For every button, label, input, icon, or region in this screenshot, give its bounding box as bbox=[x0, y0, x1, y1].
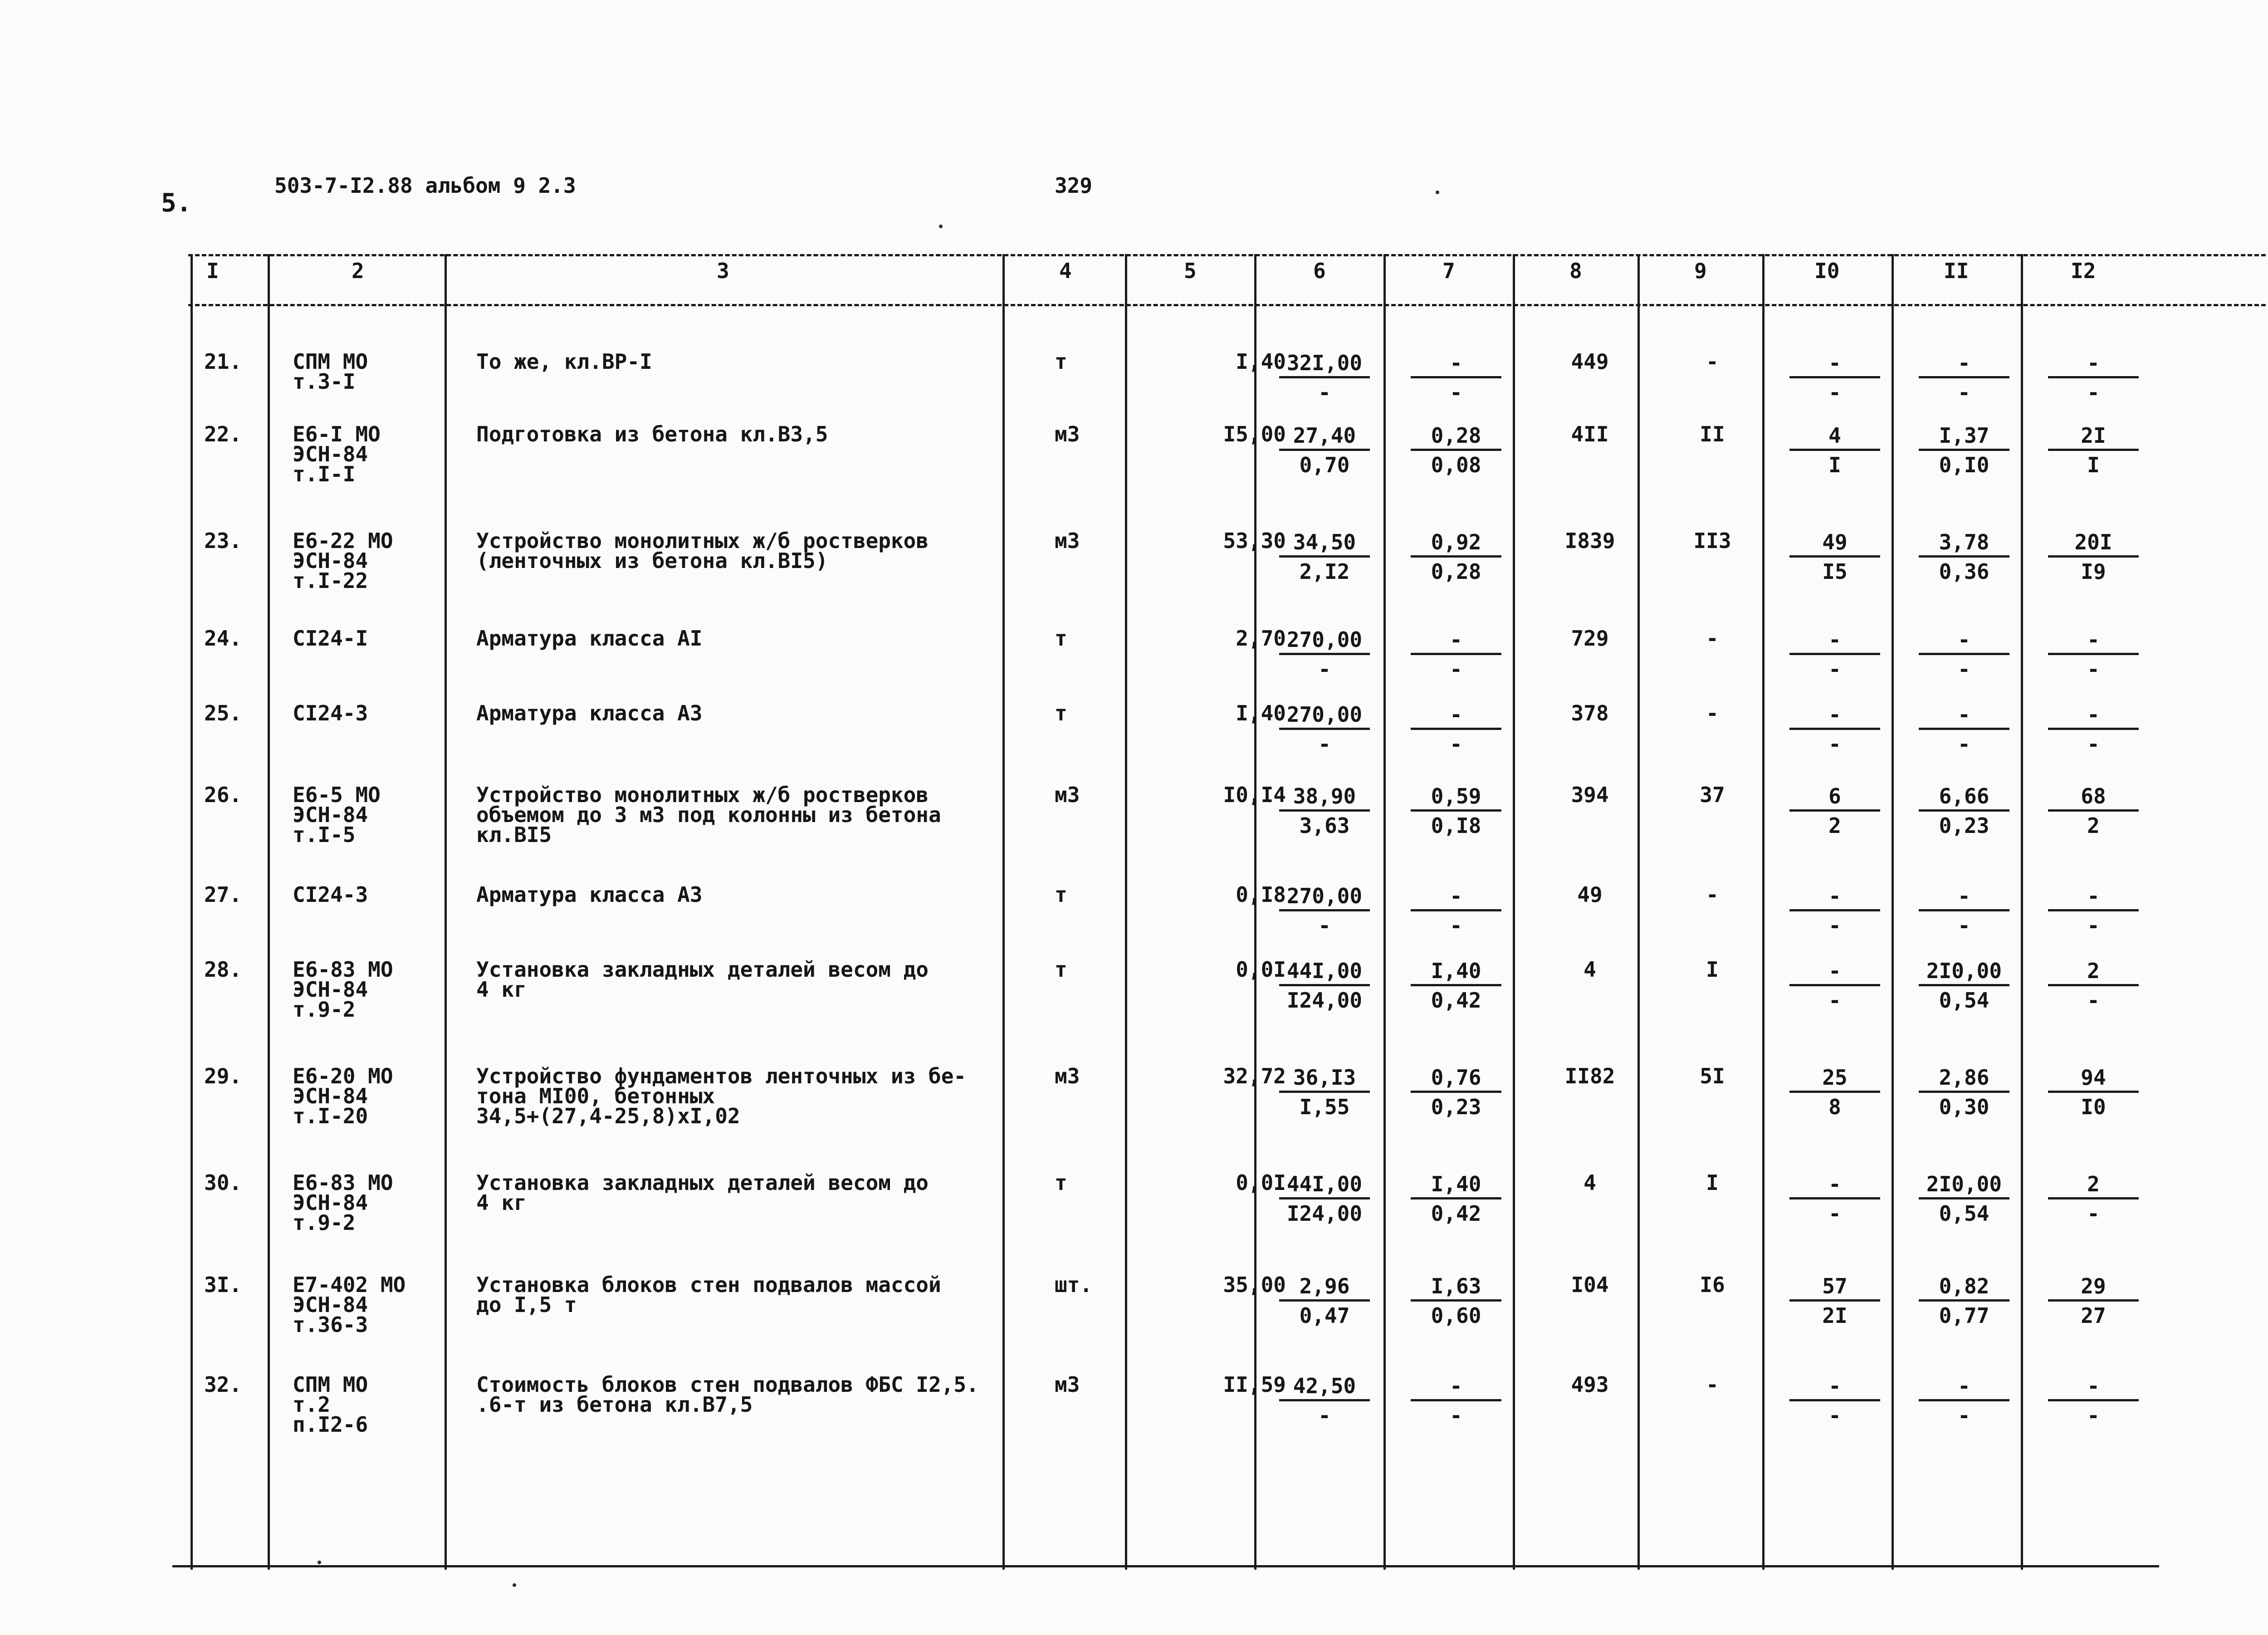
unit-machine-cost-denominator: 0,42 bbox=[1431, 988, 1481, 1013]
quantity: 53,30 bbox=[1223, 529, 1286, 553]
unit-machine-cost-numerator: - bbox=[1411, 352, 1501, 378]
total-machine-cost-numerator: 25 bbox=[1789, 1066, 1880, 1093]
total-machine-cost-denominator: - bbox=[1828, 988, 1841, 1013]
column-rule bbox=[268, 254, 270, 1570]
header-bottom-rule bbox=[188, 304, 2268, 306]
row-number: 22. bbox=[204, 422, 242, 446]
total-machine-cost bbox=[1789, 1173, 1880, 1225]
total-wages: II bbox=[1700, 422, 1725, 446]
unit-machine-cost-numerator: I,63 bbox=[1411, 1275, 1501, 1302]
unit-machine-cost bbox=[1411, 628, 1501, 680]
labor-total-numerator: 68 bbox=[2048, 785, 2139, 812]
quantity: 0,0I bbox=[1236, 1170, 1286, 1195]
unit-machine-cost bbox=[1411, 1066, 1501, 1118]
total-machine-cost-numerator: 4 bbox=[1789, 424, 1880, 451]
column-rule bbox=[1892, 254, 1894, 1570]
labor-per-unit-denominator: - bbox=[1958, 913, 1970, 938]
unit-machine-cost-numerator: - bbox=[1411, 885, 1501, 911]
unit-cost bbox=[1279, 352, 1370, 404]
unit-of-measure: т bbox=[1055, 882, 1067, 907]
quantity: 32,72 bbox=[1223, 1064, 1286, 1088]
total-cost: 4II bbox=[1571, 422, 1609, 446]
unit-cost-numerator: 34,50 bbox=[1279, 531, 1370, 558]
labor-total-denominator: 27 bbox=[2081, 1303, 2106, 1328]
work-description: Установка закладных деталей весом до 4 кг bbox=[476, 957, 929, 1002]
column-number: 2 bbox=[352, 259, 364, 283]
labor-total-denominator: - bbox=[2087, 988, 2100, 1013]
unit-machine-cost-numerator: 0,28 bbox=[1411, 424, 1501, 451]
labor-per-unit-numerator: 0,82 bbox=[1919, 1275, 2009, 1302]
scan-speck bbox=[513, 1583, 516, 1587]
labor-per-unit-numerator: - bbox=[1919, 885, 2009, 911]
total-wages: II3 bbox=[1693, 529, 1731, 553]
total-machine-cost-denominator: 8 bbox=[1828, 1095, 1841, 1119]
labor-total bbox=[2048, 352, 2139, 404]
labor-total-numerator: - bbox=[2048, 628, 2139, 655]
labor-total bbox=[2048, 1173, 2139, 1225]
total-wages: I6 bbox=[1700, 1273, 1725, 1297]
total-machine-cost bbox=[1789, 785, 1880, 837]
total-machine-cost-denominator: 2I bbox=[1822, 1303, 1848, 1328]
unit-machine-cost bbox=[1411, 885, 1501, 937]
labor-per-unit bbox=[1919, 1275, 2009, 1327]
total-machine-cost bbox=[1789, 1275, 1880, 1327]
column-number: 4 bbox=[1059, 259, 1072, 283]
total-machine-cost-denominator: - bbox=[1828, 380, 1841, 405]
unit-cost-numerator: 32I,00 bbox=[1279, 352, 1370, 378]
labor-total-denominator: - bbox=[2087, 1201, 2100, 1226]
labor-per-unit-denominator: 0,23 bbox=[1939, 813, 1989, 838]
column-number: 8 bbox=[1569, 259, 1582, 283]
total-machine-cost-numerator: - bbox=[1789, 703, 1880, 730]
row-number: 32. bbox=[204, 1372, 242, 1397]
labor-per-unit-numerator: I,37 bbox=[1919, 424, 2009, 451]
norm-code: Е6-20 МО ЭСН-84 т.I-20 bbox=[293, 1064, 393, 1128]
quantity: I,40 bbox=[1236, 349, 1286, 374]
total-cost: 394 bbox=[1571, 783, 1609, 807]
unit-cost-denominator: I,55 bbox=[1299, 1095, 1350, 1119]
column-number: I bbox=[206, 259, 219, 283]
labor-total-denominator: - bbox=[2087, 732, 2100, 756]
labor-total-numerator: 94 bbox=[2048, 1066, 2139, 1093]
unit-cost-numerator: 44I,00 bbox=[1279, 959, 1370, 986]
unit-cost-denominator: I24,00 bbox=[1286, 1201, 1363, 1226]
unit-cost bbox=[1279, 959, 1370, 1012]
labor-total-denominator: I0 bbox=[2081, 1095, 2106, 1119]
unit-cost-denominator: I24,00 bbox=[1286, 988, 1363, 1013]
total-machine-cost-numerator: 49 bbox=[1789, 531, 1880, 558]
total-machine-cost-denominator: - bbox=[1828, 657, 1841, 681]
scan-speck bbox=[939, 225, 943, 228]
unit-cost bbox=[1279, 424, 1370, 476]
unit-machine-cost bbox=[1411, 531, 1501, 583]
row-number: 3I. bbox=[204, 1273, 242, 1297]
labor-per-unit-denominator: 0,30 bbox=[1939, 1095, 1989, 1119]
unit-machine-cost-numerator: I,40 bbox=[1411, 1173, 1501, 1199]
total-machine-cost bbox=[1789, 1066, 1880, 1118]
work-description: Арматура класса А3 bbox=[476, 882, 703, 907]
column-rule bbox=[445, 254, 447, 1570]
work-description: Установка блоков стен подвалов массой до I,5 т bbox=[476, 1273, 941, 1317]
unit-cost-numerator: 42,50 bbox=[1279, 1375, 1370, 1401]
labor-total-denominator: - bbox=[2087, 657, 2100, 681]
total-machine-cost-numerator: - bbox=[1789, 1173, 1880, 1199]
total-machine-cost bbox=[1789, 959, 1880, 1012]
scan-speck bbox=[1436, 191, 1439, 194]
column-number: 3 bbox=[717, 259, 729, 283]
labor-total-denominator: I9 bbox=[2081, 559, 2106, 584]
row-number: 21. bbox=[204, 349, 242, 374]
unit-cost-denominator: 3,63 bbox=[1299, 813, 1350, 838]
unit-machine-cost bbox=[1411, 1375, 1501, 1427]
unit-cost-numerator: 27,40 bbox=[1279, 424, 1370, 451]
column-rule bbox=[1513, 254, 1515, 1570]
row-number: 24. bbox=[204, 626, 242, 651]
table-bottom-rule bbox=[172, 1565, 2159, 1567]
column-number: 6 bbox=[1313, 259, 1326, 283]
unit-cost-numerator: 270,00 bbox=[1279, 703, 1370, 730]
unit-cost bbox=[1279, 1066, 1370, 1118]
row-number: 29. bbox=[204, 1064, 242, 1088]
unit-cost bbox=[1279, 785, 1370, 837]
labor-total-numerator: - bbox=[2048, 885, 2139, 911]
work-description: Подготовка из бетона кл.В3,5 bbox=[476, 422, 828, 446]
total-cost: 449 bbox=[1571, 349, 1609, 374]
labor-per-unit-denominator: 0,54 bbox=[1939, 1201, 1989, 1226]
total-machine-cost bbox=[1789, 885, 1880, 937]
unit-of-measure: т bbox=[1055, 626, 1067, 651]
unit-cost-denominator: 0,47 bbox=[1299, 1303, 1350, 1328]
column-number: 5 bbox=[1184, 259, 1197, 283]
total-machine-cost-numerator: 6 bbox=[1789, 785, 1880, 812]
unit-machine-cost-denominator: - bbox=[1450, 732, 1462, 756]
total-wages: - bbox=[1706, 626, 1719, 651]
unit-machine-cost-denominator: 0,60 bbox=[1431, 1303, 1481, 1328]
unit-of-measure: м3 bbox=[1055, 529, 1080, 553]
unit-of-measure: т bbox=[1055, 1170, 1067, 1195]
unit-machine-cost-denominator: - bbox=[1450, 913, 1462, 938]
labor-per-unit-numerator: 2I0,00 bbox=[1919, 1173, 2009, 1199]
labor-total-numerator: 2 bbox=[2048, 1173, 2139, 1199]
column-rule bbox=[1762, 254, 1765, 1570]
norm-code: Е6-I МО ЭСН-84 т.I-I bbox=[293, 422, 381, 486]
labor-total bbox=[2048, 628, 2139, 680]
unit-cost bbox=[1279, 1173, 1370, 1225]
total-wages: - bbox=[1706, 701, 1719, 725]
total-machine-cost-numerator: 57 bbox=[1789, 1275, 1880, 1302]
column-number: I0 bbox=[1814, 259, 1840, 283]
unit-machine-cost-denominator: - bbox=[1450, 1403, 1462, 1428]
labor-per-unit-denominator: 0,I0 bbox=[1939, 453, 1989, 477]
work-description: Арматура класса АI bbox=[476, 626, 703, 651]
total-cost: 4 bbox=[1584, 1170, 1596, 1195]
labor-per-unit-denominator: - bbox=[1958, 1403, 1970, 1428]
norm-code: СПМ МО т.2 п.I2-6 bbox=[293, 1372, 368, 1437]
labor-per-unit bbox=[1919, 628, 2009, 680]
labor-total-denominator: 2 bbox=[2087, 813, 2100, 838]
quantity: II,59 bbox=[1223, 1372, 1286, 1397]
unit-machine-cost-denominator: - bbox=[1450, 657, 1462, 681]
column-rule bbox=[1637, 254, 1640, 1570]
total-wages: I bbox=[1706, 957, 1719, 982]
unit-cost bbox=[1279, 1275, 1370, 1327]
quantity: 35,00 bbox=[1223, 1273, 1286, 1297]
norm-code: Е6-83 МО ЭСН-84 т.9-2 bbox=[293, 1170, 393, 1235]
work-description: То же, кл.ВР-I bbox=[476, 349, 652, 374]
unit-of-measure: шт. bbox=[1055, 1273, 1093, 1297]
labor-per-unit-numerator: - bbox=[1919, 703, 2009, 730]
labor-total-numerator: 2I bbox=[2048, 424, 2139, 451]
labor-per-unit bbox=[1919, 352, 2009, 404]
total-machine-cost-numerator: - bbox=[1789, 885, 1880, 911]
labor-per-unit-numerator: 6,66 bbox=[1919, 785, 2009, 812]
total-cost: 729 bbox=[1571, 626, 1609, 651]
row-number: 26. bbox=[204, 783, 242, 807]
column-rule bbox=[2021, 254, 2023, 1570]
unit-machine-cost-numerator: - bbox=[1411, 1375, 1501, 1401]
labor-total-denominator: - bbox=[2087, 913, 2100, 938]
labor-total bbox=[2048, 703, 2139, 755]
quantity: 0,I8 bbox=[1236, 882, 1286, 907]
norm-code: Е6-83 МО ЭСН-84 т.9-2 bbox=[293, 957, 393, 1022]
total-cost: 493 bbox=[1571, 1372, 1609, 1397]
unit-machine-cost-denominator: 0,23 bbox=[1431, 1095, 1481, 1119]
total-machine-cost-denominator: I5 bbox=[1822, 559, 1848, 584]
page-label: 5. bbox=[161, 188, 192, 218]
total-cost: II82 bbox=[1564, 1064, 1615, 1088]
norm-code: СПМ МО т.3-I bbox=[293, 349, 368, 394]
estimate-table bbox=[172, 254, 2268, 1570]
unit-cost-numerator: 2,96 bbox=[1279, 1275, 1370, 1302]
unit-cost-numerator: 270,00 bbox=[1279, 885, 1370, 911]
unit-of-measure: м3 bbox=[1055, 1064, 1080, 1088]
unit-machine-cost-numerator: - bbox=[1411, 703, 1501, 730]
total-machine-cost-numerator: - bbox=[1789, 352, 1880, 378]
unit-cost-numerator: 38,90 bbox=[1279, 785, 1370, 812]
row-number: 25. bbox=[204, 701, 242, 725]
unit-machine-cost-numerator: I,40 bbox=[1411, 959, 1501, 986]
total-wages: - bbox=[1706, 349, 1719, 374]
total-wages: - bbox=[1706, 1372, 1719, 1397]
total-wages: 37 bbox=[1700, 783, 1725, 807]
unit-cost-numerator: 44I,00 bbox=[1279, 1173, 1370, 1199]
norm-code: CI24-3 bbox=[293, 882, 368, 907]
column-number: 7 bbox=[1442, 259, 1455, 283]
quantity: 0,0I bbox=[1236, 957, 1286, 982]
work-description: Устройство монолитных ж/б ростверков объемом до 3 м3 под колонны из бетона кл.ВI5 bbox=[476, 783, 941, 847]
unit-of-measure: т bbox=[1055, 957, 1067, 982]
labor-per-unit-denominator: 0,77 bbox=[1939, 1303, 1989, 1328]
norm-code: Е6-22 МО ЭСН-84 т.I-22 bbox=[293, 529, 393, 593]
quantity: I,40 bbox=[1236, 701, 1286, 725]
row-number: 30. bbox=[204, 1170, 242, 1195]
unit-cost bbox=[1279, 531, 1370, 583]
total-machine-cost-denominator: - bbox=[1828, 732, 1841, 756]
total-cost: I04 bbox=[1571, 1273, 1609, 1297]
labor-per-unit-denominator: 0,54 bbox=[1939, 988, 1989, 1013]
labor-per-unit-numerator: 3,78 bbox=[1919, 531, 2009, 558]
total-cost: 378 bbox=[1571, 701, 1609, 725]
labor-total-numerator: - bbox=[2048, 1375, 2139, 1401]
labor-per-unit bbox=[1919, 1375, 2009, 1427]
unit-machine-cost bbox=[1411, 352, 1501, 404]
labor-per-unit-denominator: - bbox=[1958, 380, 1970, 405]
column-rule bbox=[1002, 254, 1005, 1570]
quantity: I0,I4 bbox=[1223, 783, 1286, 807]
unit-cost-numerator: 36,I3 bbox=[1279, 1066, 1370, 1093]
total-machine-cost-denominator: - bbox=[1828, 1403, 1841, 1428]
work-description: Устройство фундаментов ленточных из бе- тона МI00, бетонных 34,5+(27,4-25,8)хI,02 bbox=[476, 1064, 967, 1128]
labor-total-numerator: 29 bbox=[2048, 1275, 2139, 1302]
labor-per-unit bbox=[1919, 885, 2009, 937]
unit-cost bbox=[1279, 628, 1370, 680]
scan-speck bbox=[318, 1561, 321, 1564]
norm-code: CI24-3 bbox=[293, 701, 368, 725]
unit-machine-cost bbox=[1411, 1173, 1501, 1225]
unit-machine-cost-denominator: 0,42 bbox=[1431, 1201, 1481, 1226]
unit-of-measure: т bbox=[1055, 349, 1067, 374]
labor-total-numerator: 2 bbox=[2048, 959, 2139, 986]
labor-per-unit bbox=[1919, 1173, 2009, 1225]
unit-machine-cost-numerator: 0,92 bbox=[1411, 531, 1501, 558]
labor-total bbox=[2048, 531, 2139, 583]
unit-of-measure: м3 bbox=[1055, 783, 1080, 807]
labor-total-denominator: - bbox=[2087, 1403, 2100, 1428]
total-wages: 5I bbox=[1700, 1064, 1725, 1088]
labor-total bbox=[2048, 1275, 2139, 1327]
unit-cost bbox=[1279, 1375, 1370, 1427]
labor-total bbox=[2048, 785, 2139, 837]
total-machine-cost bbox=[1789, 531, 1880, 583]
work-description: Устройство монолитных ж/б ростверков (ленточных из бетона кл.ВI5) bbox=[476, 529, 929, 573]
labor-total-numerator: - bbox=[2048, 703, 2139, 730]
work-description: Арматура класса А3 bbox=[476, 701, 703, 725]
unit-cost-denominator: - bbox=[1318, 1403, 1331, 1428]
unit-cost-numerator: 270,00 bbox=[1279, 628, 1370, 655]
total-machine-cost-denominator: - bbox=[1828, 1201, 1841, 1226]
labor-per-unit bbox=[1919, 531, 2009, 583]
labor-per-unit-denominator: - bbox=[1958, 732, 1970, 756]
total-cost: 49 bbox=[1577, 882, 1603, 907]
unit-machine-cost-denominator: 0,28 bbox=[1431, 559, 1481, 584]
unit-cost bbox=[1279, 703, 1370, 755]
column-rule bbox=[1125, 254, 1127, 1570]
unit-cost-denominator: 0,70 bbox=[1299, 453, 1350, 477]
labor-total-numerator: 20I bbox=[2048, 531, 2139, 558]
total-machine-cost bbox=[1789, 703, 1880, 755]
total-machine-cost bbox=[1789, 352, 1880, 404]
column-rule bbox=[191, 254, 193, 1570]
total-machine-cost-numerator: - bbox=[1789, 628, 1880, 655]
unit-machine-cost-numerator: - bbox=[1411, 628, 1501, 655]
labor-total bbox=[2048, 959, 2139, 1012]
norm-code: Е6-5 МО ЭСН-84 т.I-5 bbox=[293, 783, 381, 847]
total-cost: I839 bbox=[1564, 529, 1615, 553]
total-machine-cost-denominator: I bbox=[1828, 453, 1841, 477]
unit-cost-denominator: - bbox=[1318, 380, 1331, 405]
unit-machine-cost bbox=[1411, 424, 1501, 476]
labor-per-unit bbox=[1919, 703, 2009, 755]
unit-machine-cost bbox=[1411, 1275, 1501, 1327]
labor-per-unit-numerator: - bbox=[1919, 628, 2009, 655]
labor-per-unit-denominator: 0,36 bbox=[1939, 559, 1989, 584]
unit-machine-cost-numerator: 0,59 bbox=[1411, 785, 1501, 812]
unit-machine-cost bbox=[1411, 703, 1501, 755]
total-machine-cost-numerator: - bbox=[1789, 1375, 1880, 1401]
total-machine-cost-denominator: 2 bbox=[1828, 813, 1841, 838]
work-description: Стоимость блоков стен подвалов ФБС I2,5. .6-т из бетона кл.В7,5 bbox=[476, 1372, 979, 1417]
column-rule bbox=[1383, 254, 1386, 1570]
labor-per-unit-denominator: - bbox=[1958, 657, 1970, 681]
quantity: 2,70 bbox=[1236, 626, 1286, 651]
labor-total bbox=[2048, 1375, 2139, 1427]
total-wages: I bbox=[1706, 1170, 1719, 1195]
page-number: 329 bbox=[1055, 173, 1093, 198]
quantity: I5,00 bbox=[1223, 422, 1286, 446]
total-machine-cost bbox=[1789, 424, 1880, 476]
unit-cost-denominator: - bbox=[1318, 732, 1331, 756]
row-number: 23. bbox=[204, 529, 242, 553]
document-code: 503-7-I2.88 альбом 9 2.3 bbox=[274, 173, 576, 198]
labor-per-unit-numerator: 2,86 bbox=[1919, 1066, 2009, 1093]
unit-of-measure: м3 bbox=[1055, 1372, 1080, 1397]
column-number: 9 bbox=[1694, 259, 1707, 283]
work-description: Установка закладных деталей весом до 4 кг bbox=[476, 1170, 929, 1215]
column-number: II bbox=[1944, 259, 1969, 283]
labor-total-denominator: I bbox=[2087, 453, 2100, 477]
unit-cost-denominator: - bbox=[1318, 913, 1331, 938]
unit-cost-denominator: 2,I2 bbox=[1299, 559, 1350, 584]
unit-machine-cost bbox=[1411, 785, 1501, 837]
total-wages: - bbox=[1706, 882, 1719, 907]
unit-of-measure: м3 bbox=[1055, 422, 1080, 446]
labor-per-unit bbox=[1919, 959, 2009, 1012]
labor-per-unit bbox=[1919, 785, 2009, 837]
labor-total-numerator: - bbox=[2048, 352, 2139, 378]
labor-total-denominator: - bbox=[2087, 380, 2100, 405]
total-machine-cost bbox=[1789, 1375, 1880, 1427]
labor-total bbox=[2048, 1066, 2139, 1118]
labor-per-unit-numerator: 2I0,00 bbox=[1919, 959, 2009, 986]
total-machine-cost-denominator: - bbox=[1828, 913, 1841, 938]
unit-machine-cost-denominator: 0,I8 bbox=[1431, 813, 1481, 838]
column-number: I2 bbox=[2071, 259, 2096, 283]
unit-of-measure: т bbox=[1055, 701, 1067, 725]
labor-per-unit bbox=[1919, 424, 2009, 476]
norm-code: CI24-I bbox=[293, 626, 368, 651]
header-top-rule bbox=[188, 254, 2268, 256]
unit-machine-cost-denominator: - bbox=[1450, 380, 1462, 405]
total-machine-cost bbox=[1789, 628, 1880, 680]
labor-total bbox=[2048, 885, 2139, 937]
norm-code: Е7-402 МО ЭСН-84 т.36-3 bbox=[293, 1273, 406, 1337]
total-machine-cost-numerator: - bbox=[1789, 959, 1880, 986]
row-number: 28. bbox=[204, 957, 242, 982]
total-cost: 4 bbox=[1584, 957, 1596, 982]
row-number: 27. bbox=[204, 882, 242, 907]
labor-total bbox=[2048, 424, 2139, 476]
labor-per-unit-numerator: - bbox=[1919, 352, 2009, 378]
unit-cost-denominator: - bbox=[1318, 657, 1331, 681]
unit-machine-cost-denominator: 0,08 bbox=[1431, 453, 1481, 477]
unit-machine-cost bbox=[1411, 959, 1501, 1012]
labor-per-unit bbox=[1919, 1066, 2009, 1118]
unit-machine-cost-numerator: 0,76 bbox=[1411, 1066, 1501, 1093]
labor-per-unit-numerator: - bbox=[1919, 1375, 2009, 1401]
unit-cost bbox=[1279, 885, 1370, 937]
